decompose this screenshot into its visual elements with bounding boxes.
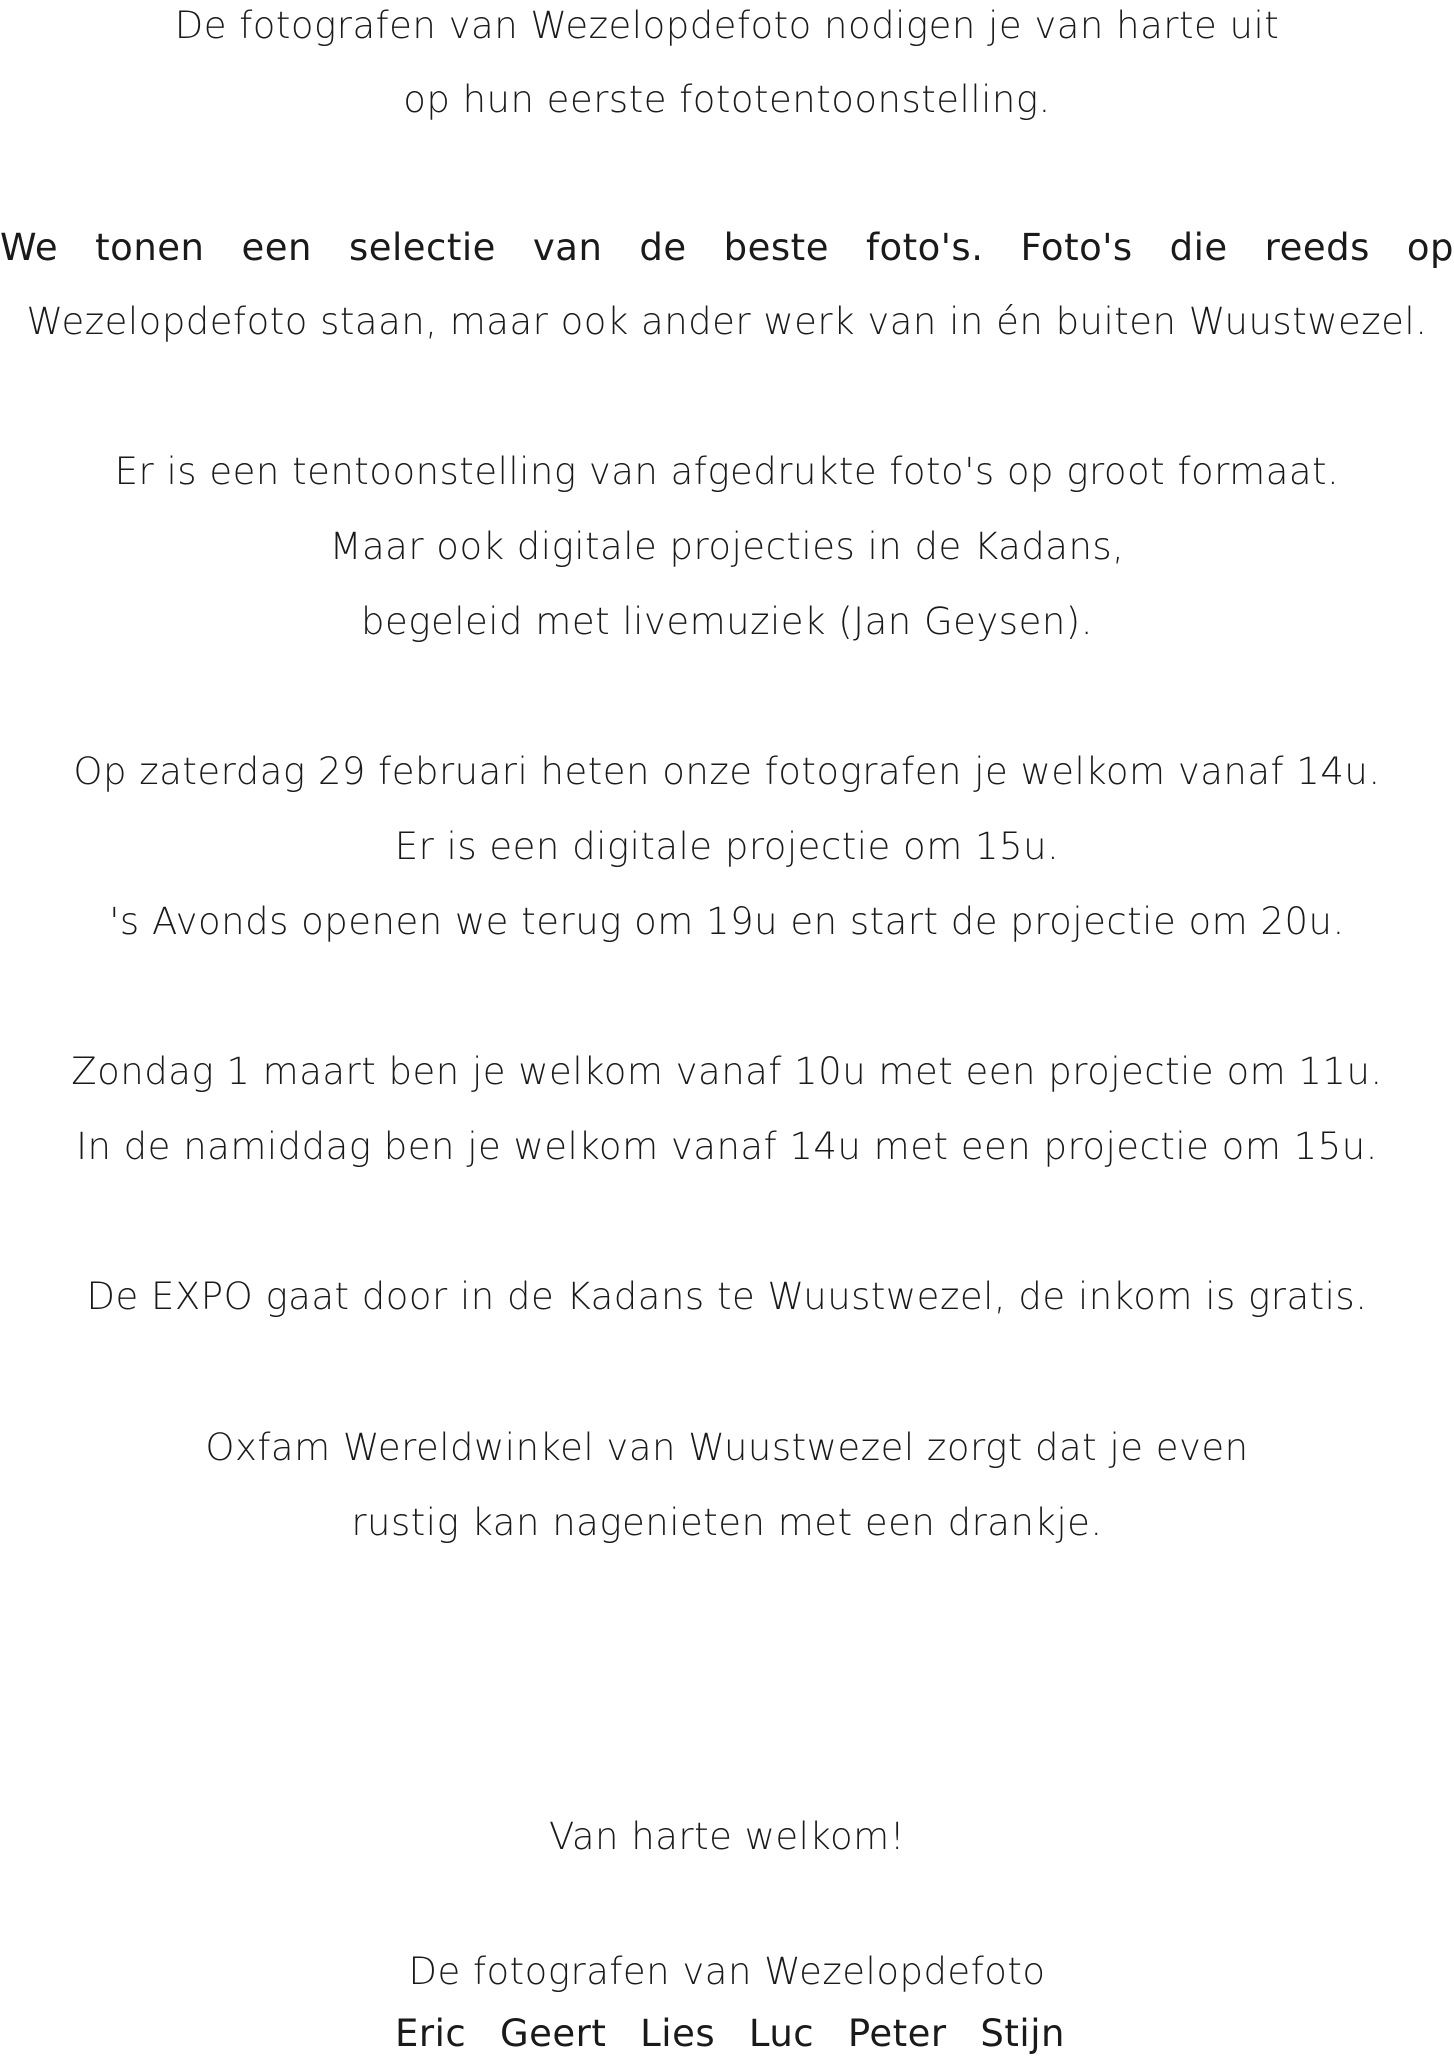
word: Foto's <box>1020 226 1133 269</box>
word: foto's. <box>865 226 984 269</box>
photographer-name: Luc <box>748 2012 815 2055</box>
saturday-line-2: Er is een digitale projectie om 15u. <box>394 825 1060 868</box>
saturday-line-1: Op zaterdag 29 februari heten onze fotografen je welkom vanaf 14u. <box>73 750 1381 793</box>
word: die <box>1169 226 1228 269</box>
saturday-line-3: 's Avonds openen we terug om 19u en start de projectie om 20u. <box>109 900 1345 943</box>
word: reeds <box>1264 226 1370 269</box>
sunday-line-2: In de namiddag ben je welkom vanaf 14u met een projectie om 15u. <box>76 1125 1378 1168</box>
word: beste <box>723 226 829 269</box>
word: op <box>1406 226 1454 269</box>
exhibition-line-2: Maar ook digitale projecties in de Kadans, <box>329 525 1125 568</box>
selection-line-1 <box>0 222 1454 274</box>
word: selectie <box>348 226 496 269</box>
sunday-line-1: Zondag 1 maart ben je welkom vanaf 10u met een projectie om 11u. <box>71 1050 1383 1093</box>
word: We <box>0 226 59 269</box>
photographer-name: Peter <box>847 2012 947 2055</box>
exhibition-line-1: Er is een tentoonstelling van afgedrukte foto's op groot formaat. <box>114 450 1340 493</box>
photographer-name: Lies <box>640 2012 716 2055</box>
intro-line-1: De fotografen van Wezelopdefoto nodigen je van harte uit <box>174 4 1280 47</box>
photographer-name: Stijn <box>980 2012 1065 2055</box>
exhibition-line-3: begeleid met livemuziek (Jan Geysen). <box>361 600 1093 643</box>
photographer-names <box>395 2008 1065 2060</box>
welcome-line: Van harte welkom! <box>548 1815 906 1858</box>
word: de <box>639 226 687 269</box>
selection-line-2: Wezelopdefoto staan, maar ook ander werk van in én buiten Wuustwezel. <box>26 300 1428 343</box>
word: een <box>241 226 312 269</box>
word: tonen <box>95 226 205 269</box>
photographer-name: Eric <box>395 2012 467 2055</box>
oxfam-line-1: Oxfam Wereldwinkel van Wuustwezel zorgt dat je even <box>205 1426 1249 1469</box>
word: van <box>532 226 603 269</box>
signature-line: De fotografen van Wezelopdefoto <box>408 1950 1046 1993</box>
photographer-name: Geert <box>499 2012 607 2055</box>
intro-line-2: op hun eerste fototentoonstelling. <box>403 78 1051 121</box>
oxfam-line-2: rustig kan nagenieten met een drankje. <box>351 1501 1103 1544</box>
venue-line-1: De EXPO gaat door in de Kadans te Wuustwezel, de inkom is gratis. <box>86 1275 1368 1318</box>
